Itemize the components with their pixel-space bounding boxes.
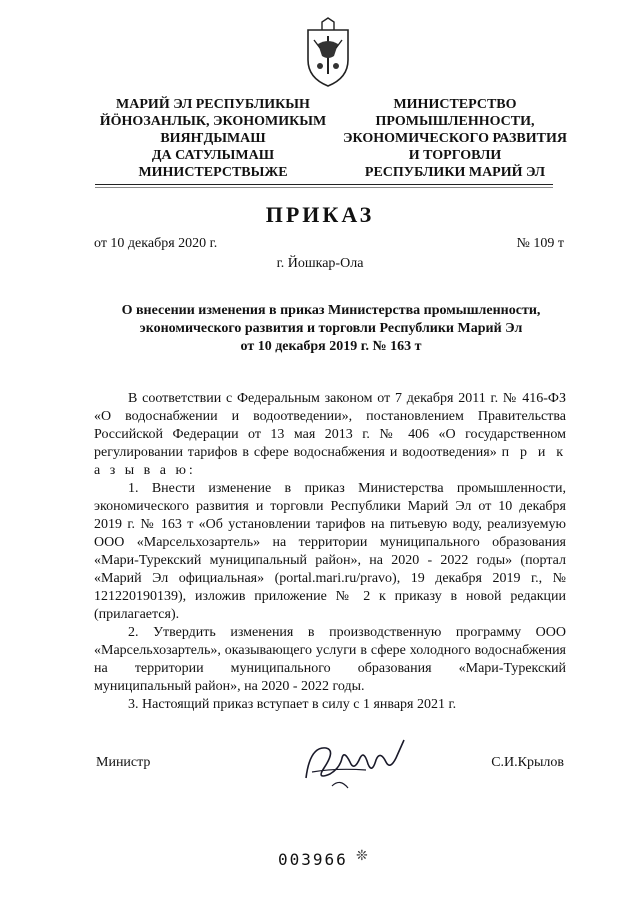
subject-line: экономического развития и торговли Республики Марий Эл — [139, 321, 523, 336]
header-line: МИНИСТЕРСТВО — [393, 97, 517, 112]
header-ministry-mari — [88, 96, 338, 181]
document-subject — [96, 302, 566, 356]
subject-line: О внесении изменения в приказ Министерства промышленности, — [121, 303, 541, 318]
header-divider — [95, 184, 553, 185]
header-divider-secondary — [95, 187, 553, 188]
header-line: И ТОРГОВЛИ — [408, 148, 502, 163]
preamble-text: В соответствии с Федеральным законом от 7 декабря 2011 г. № 416-ФЗ «О водоснабжении и водоотведении», постановлением Правительства Российской Федерации от 13 мая 2013 г. № 406 «О государственном регулировании тарифов в сфере водоснабжения и водоотведения» — [94, 391, 566, 460]
header-line: ЙӦНОЗАНЛЫК, ЭКОНОМИКЫМ — [99, 114, 327, 129]
header-line: РЕСПУБЛИКИ МАРИЙ ЭЛ — [364, 165, 546, 180]
header-line: МАРИЙ ЭЛ РЕСПУБЛИКЫН — [116, 97, 310, 112]
document-body — [94, 390, 566, 714]
body-paragraph: 1. Внести изменение в приказ Министерства промышленности, экономического развития и торговли Республики Марий Эл от 10 декабря 2019 г. № 163 т «Об установлении тарифов на питьевую воду, реализуемую ООО «Марсельхозартель» на территории муниципального образования «Мари-Турекский муниципальный район», на 2020 - 2022 годы» (портал «Марий Эл официальная» (portal.mari.ru/pravo), 19 декабря 2019 г., № 121220190139), изложив приложение № 2 к приказу в новой редакции (прилагается). — [94, 481, 566, 622]
header-line: МИНИСТЕРСТВЫЖЕ — [138, 165, 288, 180]
body-paragraph: 2. Утвердить изменения в производственную программу ООО «Марсельхозартель», оказывающего услуги в сфере холодного водоснабжения на территории муниципального образования «Мари-Турекский муниципальный район», на 2020 - 2022 годы. — [94, 625, 566, 694]
subject-line: от 10 декабря 2019 г. № 163 т — [240, 339, 422, 354]
document-number: № 109 т — [516, 236, 564, 251]
header-line: ЭКОНОМИЧЕСКОГО РАЗВИТИЯ — [343, 131, 567, 146]
document-date: от 10 декабря 2020 г. — [94, 236, 218, 251]
document-title: ПРИКАЗ — [265, 202, 375, 227]
serial-ornament-icon: ❊ — [356, 849, 368, 864]
header-line: ВИЯҤДЫМАШ — [160, 131, 266, 146]
coat-of-arms-icon — [300, 16, 356, 90]
body-paragraph: 3. Настоящий приказ вступает в силу с 1 января 2021 г. — [128, 697, 457, 712]
body-paragraph — [94, 390, 566, 480]
header-ministry-russian — [330, 96, 580, 181]
header-line: ДА САТУЛЫМАШ — [151, 148, 275, 163]
signatory-role: Министр — [96, 755, 151, 770]
order-word: п р и к а з ы в а ю: — [94, 445, 566, 478]
serial-number: 003966 — [278, 850, 348, 869]
header-line: ПРОМЫШЛЕННОСТИ, — [375, 114, 535, 129]
document-city: г. Йошкар-Ола — [276, 256, 364, 271]
handwritten-signature — [296, 728, 416, 798]
signatory-name: С.И.Крылов — [491, 755, 564, 770]
